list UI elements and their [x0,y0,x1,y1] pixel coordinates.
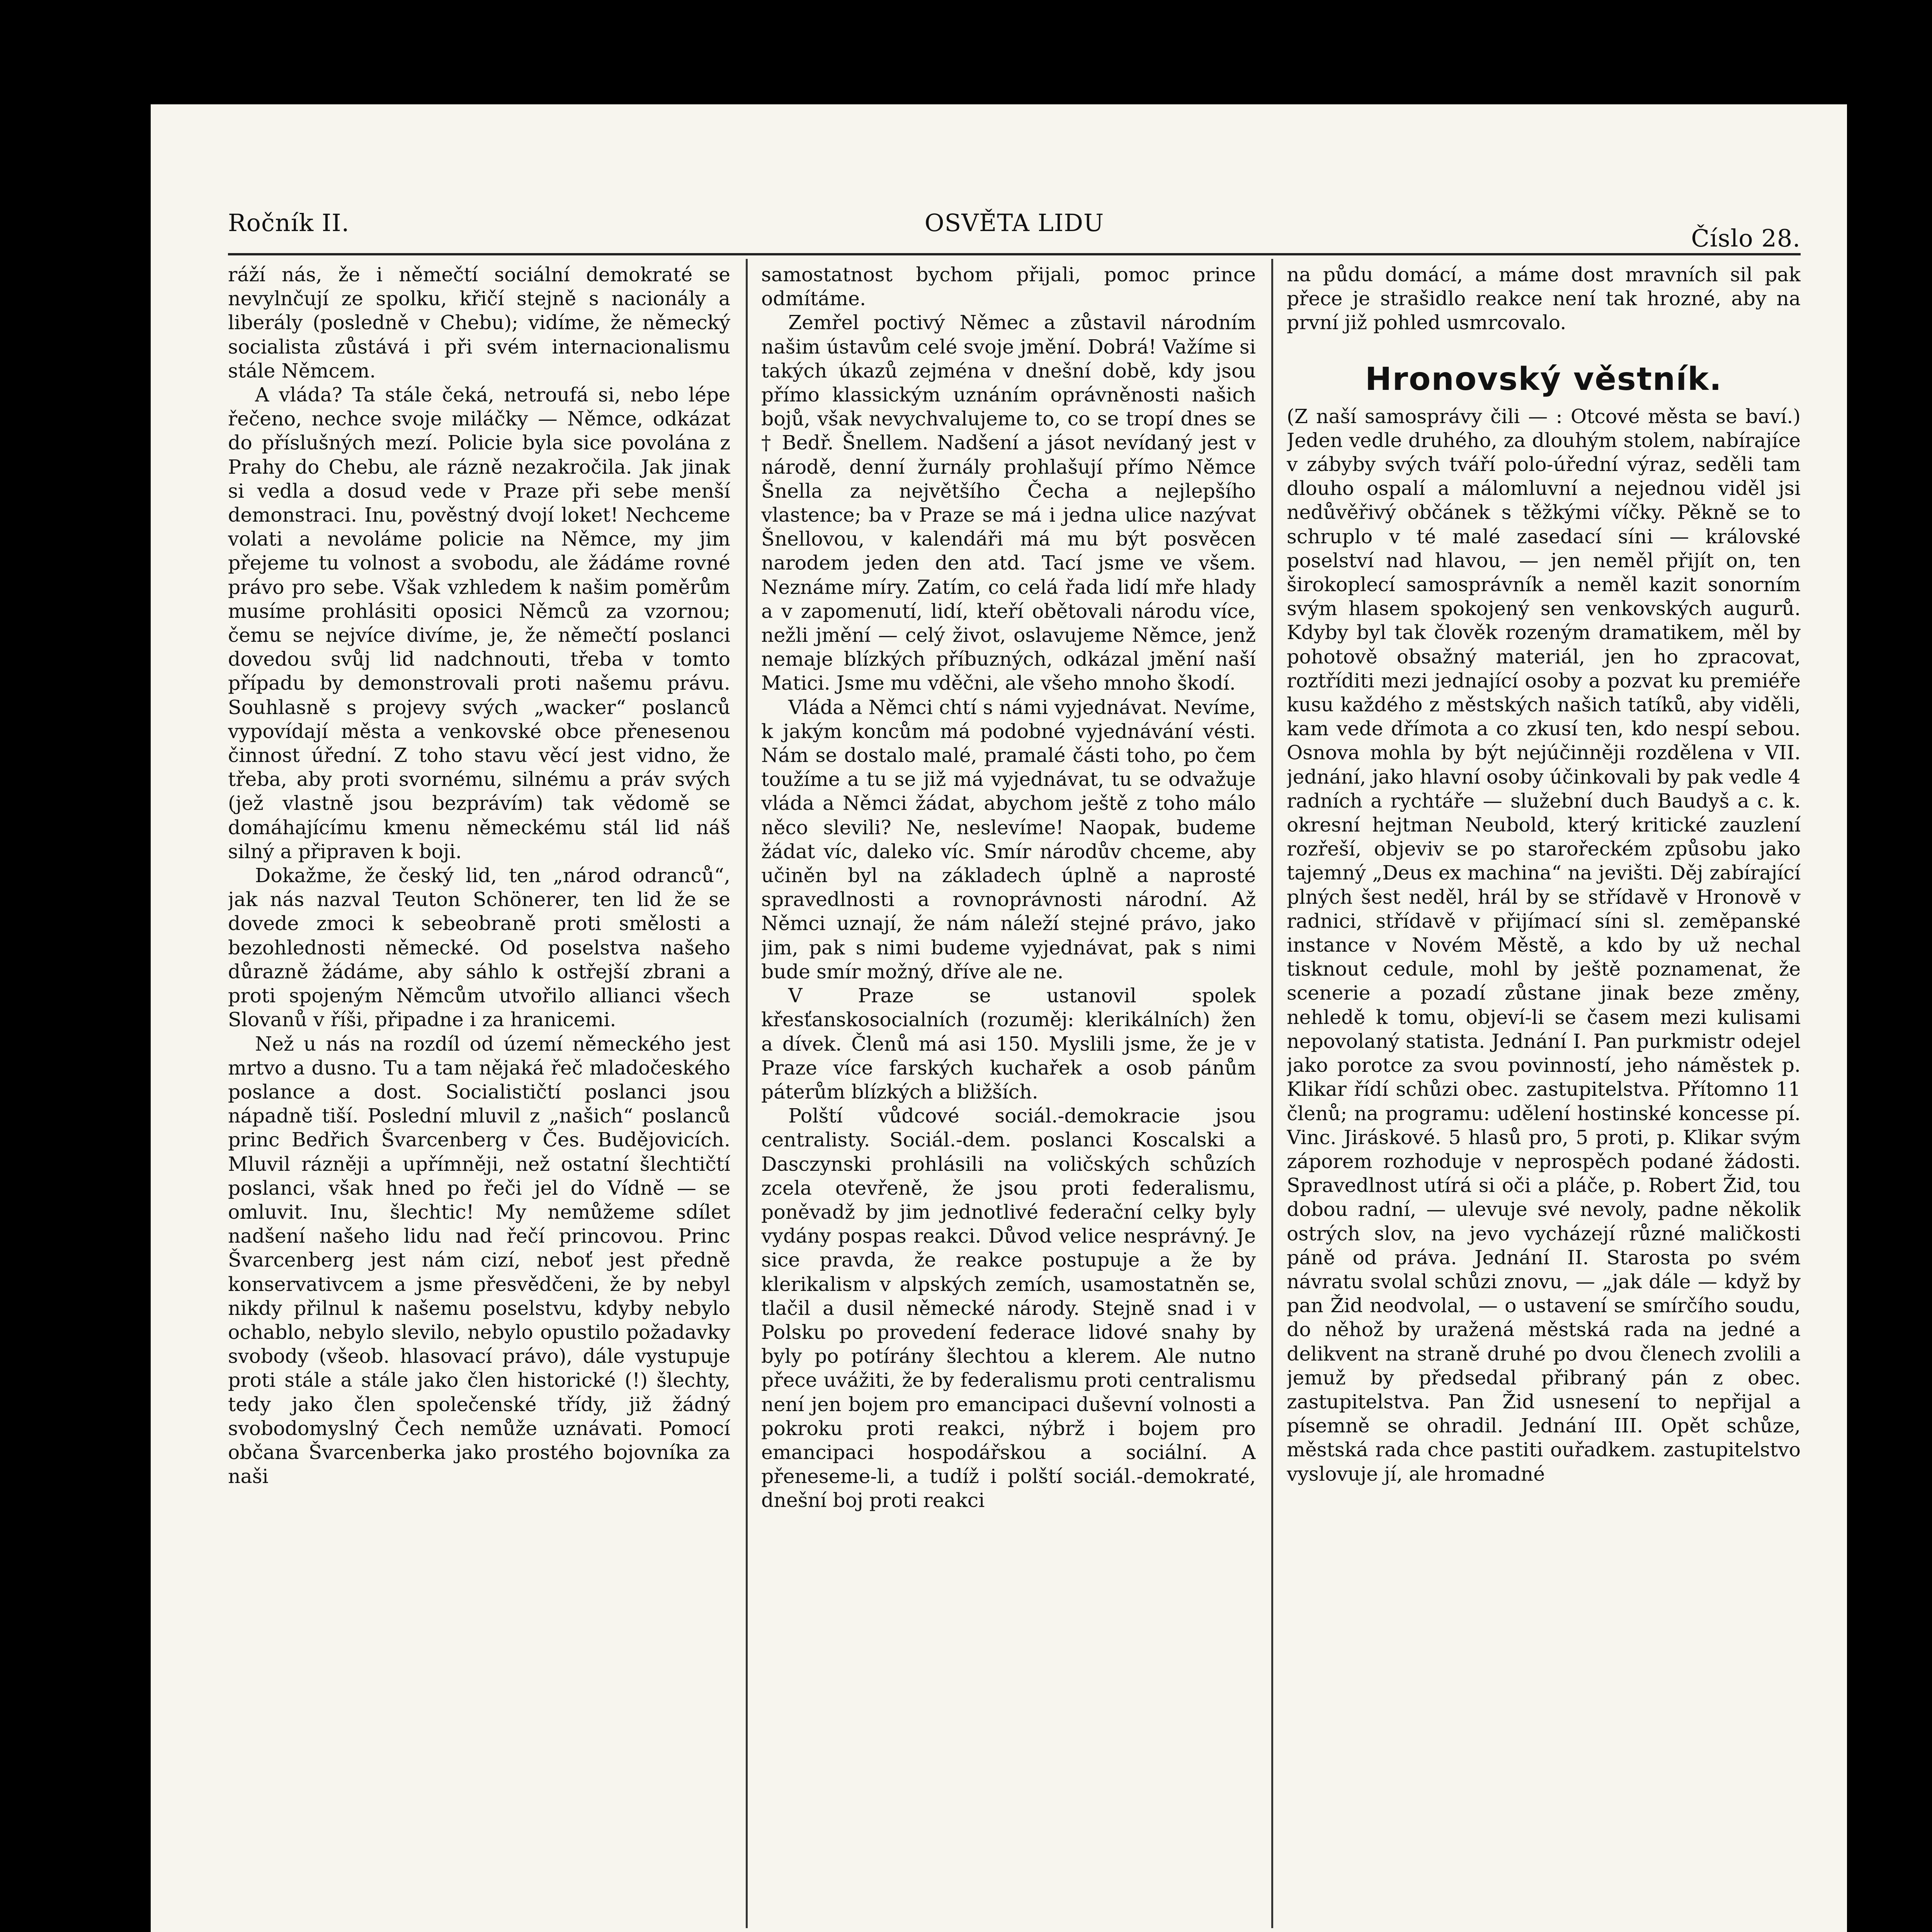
newspaper-title: OSVĚTA LIDU [924,209,1104,237]
section-title: Hronovský věstník. [1365,361,1723,398]
issue-number: Číslo 28. [1691,224,1801,252]
article-column [761,263,1256,1920]
paragraph: A vláda? Ta stále čeká, netroufá si, nebo lépe řečeno, nechce svoje miláčky — Němce, odkázat do příslušných mezí. Policie byla sice povolána z Prahy do Chebu, ale rázně nezakročila. Jak jinak si vedla a dosud vede v Praze při sebe menší demonstraci. Inu, pověstný dvojí loket! Nechceme volati a nevoláme policie na Němce, my jim přejeme tu volnost a svobodu, ale žádáme rovné právo pro sebe. Však vzhledem k našim poměrům musíme prohlásiti oposici Němců za vzornou; čemu se nejvíce divíme, je, že němečtí poslanci dovedou svůj lid nadchnouti, třeba v tomto případu by demonstrovali proti našemu právu. Souhlasně s projevy svých „wacker“ poslanců vypovídají města a venkovské obce přenesenou činnost úřední. Z toho stavu věcí jest vidno, že třeba, aby proti svornému, silnému a práv svých (jež vlastně jsou bezprávím) tak vědomě se domáhajícímu kmenu německému stál lid náš silný a připraven k boji. [228,383,730,863]
paragraph: samostatnost bychom přijali, pomoc prince odmítáme. [761,263,1256,310]
column-divider [746,259,748,1928]
volume-label: Ročník II. [228,209,350,237]
column-divider [1271,259,1273,1928]
paragraph: Než u nás na rozdíl od území německého jest mrtvo a dusno. Tu a tam nějaká řeč mladočeského poslance a dost. Socialističtí poslanci jsou nápadně tiší. Poslední mluvil z „našich“ poslanců princ Bedřich Švarcenberg v Čes. Budějovicích. Mluvil rázněji a upřímněji, než ostatní šlechtičtí poslanci, však hned po řeči jel do Vídně — se omluvit. Inu, šlechtic! My nemůžeme sdílet nadšení našeho lidu nad řečí princovou. Princ Švarcenberg jest nám cizí, neboť jest předně konservativcem a jsme přesvědčeni, že by nebyl nikdy přilnul k našemu poselstvu, kdyby nebylo ochablo, nebylo slevilo, nebylo opustilo požadavky svobody (všeob. hlasovací právo), dále vystupuje proti stále a stále jako člen historické (!) šlechty, tedy jako člen společenské třídy, již žádný svobodomyslný Čech nemůže uznávati. Pomocí občana Švarcenberka jako prostého bojovníka za naši [228,1032,730,1488]
paragraph: na půdu domácí, a máme dost mravních sil pak přece je strašidlo reakce není tak hrozné, aby na první již pohled usmrcovalo. [1287,263,1801,334]
paragraph: (Z naší samosprávy čili — : Otcové města se baví.) Jeden vedle druhého, za dlouhým stolem, nabírajíce v zábyby svých tváří polo-úřední výraz, seděli tam dlouho ospalí a málomluvní a nejednou viděl jsi nedůvěřivý občánek s těžkými víčky. Pěkně se to schruplo v té malé zasedací síni — královské poselství nad hlavou, — jen neměl přijít on, ten širokoplecí samosprávník a neměl kazit sonorním svým hlasem spokojený sen venkovských augurů. Kdyby byl tak člověk rozeným dramatikem, měl by pohotově obsažný materiál, jen ho zpracovat, roztříditi mezi jednající osoby a pozvat ku premiéře kusu každého z městských našich tatíků, aby viděli, kam vede dřímota a co zkusí ten, kdo nespí sebou. Osnova mohla by být nejúčinněji rozdělena v VII. jednání, jako hlavní osoby účinkovali by pak vedle 4 radních a rychtáře — služební duch Baudyš a c. k. okresní hejtman Neubold, který kritické zauzlení rozřeší, objeviv se po starořeckém způsobu jako tajemný „Deus ex machina“ na jevišti. Děj zabírající plných šest neděl, hrál by se střídavě v Hronově v radnici, střídavě v přijímací síni sl. zeměpanské instance v Novém Městě, a kdo by už nechal tisknout cedule, mohl by ještě poznamenat, že scenerie a pozadí zůstane jinak beze změny, nehledě k tomu, objeví-li se časem mezi kulisami nepovolaný statista. Jednání I. Pan purkmistr odejel jako porotce za svou povinností, jeho náměstek p. Klikar řídí schůzi obec. zastupitelstva. Přítomno 11 členů; na programu: udělení hostinské koncesse pí. Vinc. Jiráskové. 5 hlasů pro, 5 proti, p. Klikar svým záporem rozhoduje v neprospěch podané žádosti. Spravedlnost utírá si oči a pláče, p. Robert Žid, tou dobou radní, — ulevuje své nevoly, padne několik ostrých slov, na jevo vycházejí různé maličkosti páně od práva. Jednání II. Starosta po svém návratu svolal schůzi znovu, — „jak dále — když by pan Žid neodvolal, — o ustavení se smírčího soudu, do něhož by uražená městská rada na jedné a delikvent na straně druhé po dvou členech zvolili a jemuž by předsedal přibraný pán z obec. zastupitelstva. Pan Žid usnesení to nepřijal a písemně se ohradil. Jednání III. Opět schůze, městská rada chce pastiti ouřadkem. zastupitelstvo vyslovuje jí, ale hromadné [1287,405,1801,1485]
paragraph: Polští vůdcové sociál.-demokracie jsou centralisty. Sociál.-dem. poslanci Koscalski a Dasczynski prohlásili na voličských schůzích zcela otevřeně, že jsou proti federalismu, poněvadž by jim jednotlivé federační celky byly vydány pospas reakci. Důvod velice nesprávný. Je sice pravda, že reakce postupuje a že by klerikalism v alpských zemích, usamostatněn se, tlačil a dusil německé národy. Stejně snad i v Polsku po provedení federace lidové snahy by byly po potírány šlechtou a klerem. Ale nutno přece uvážiti, že by federalismu proti centralismu není jen bojem pro emancipaci duševní volnosti a pokroku proti reakci, nýbrž i bojem pro emancipaci hospodářskou a sociální. A přeneseme-li, a tudíž i polští sociál.-demokraté, dnešní boj proti reakci [761,1104,1256,1512]
paragraph: ráží nás, že i němečtí sociální demokraté se nevylnčují ze spolku, křičí stejně s nacionály a liberály (posledně v Chebu); vidíme, že německý socialista zůstává i při svém internacionalismu stále Němcem. [228,263,730,382]
paragraph: Zemřel poctivý Němec a zůstavil národním našim ústavům celé svoje jmění. Dobrá! Važíme si takých úkazů zejména v dnešní době, kdy jsou přímo klassickým uznáním oprávněnosti našich bojů, však nevychvalujeme to, co se tropí dnes se † Bedř. Šnellem. Nadšení a jásot nevídaný jest v národě, denní žurnály prohlašují přímo Němce Šnella za největšího Čecha a nejlepšího vlastence; ba v Praze se má i jedna ulice nazývat Šnellovou, v kalendáři má mu být posvěcen narodem jeden den atd. Tací jsme ve všem. Neznáme míry. Zatím, co celá řada lidí mře hlady a v zapomenutí, lidí, kteří obětovali národu více, nežli jmění — celý život, oslavujeme Němce, jenž nemaje blízkých příbuzných, odkázal jmění naší Matici. Jsme mu vděčni, ale všeho mnoho škodí. [761,311,1256,695]
article-column [228,263,730,1920]
page-header [228,197,1801,252]
paragraph: Vláda a Němci chtí s námi vyjednávat. Nevíme, k jakým koncům má podobné vyjednávání vésti. Nám se dostalo malé, pramalé části toho, po čem toužíme a tu se již má vyjednávat, tu se odvažuje vláda a Němci žádat, abychom ještě z toho málo něco slevili? Ne, neslevíme! Naopak, budeme žádat víc, daleko víc. Smír národův chceme, aby učiněn byl na základech úplně a naprosté spravedlnosti a rovnoprávnosti národní. Až Němci uznají, že nám náleží stejné právo, jako jim, pak s nimi budeme vyjednávat, pak s nimi bude smír možný, dříve ale ne. [761,696,1256,983]
news-column [1287,263,1801,1920]
header-rule [228,253,1801,255]
newspaper-page [151,104,1847,1932]
paragraph: V Praze se ustanovil spolek křesťanskosocialních (rozuměj: klerikálních) žen a dívek. Členů má asi 150. Myslili jsme, že je v Praze více farských kuchařek a osob pánům páterům blízkých a bližších. [761,984,1256,1103]
paragraph: Dokažme, že český lid, ten „národ odranců“, jak nás nazval Teuton Schönerer, ten lid že se dovede zmoci k sebeobraně proti smělosti a bezohlednosti německé. Od poselstva našeho důrazně žádáme, aby sáhlo k ostřejší zbrani a proti spojeným Němcům utvořilo allianci všech Slovanů v říši, připadne i za hranicemi. [228,864,730,1031]
